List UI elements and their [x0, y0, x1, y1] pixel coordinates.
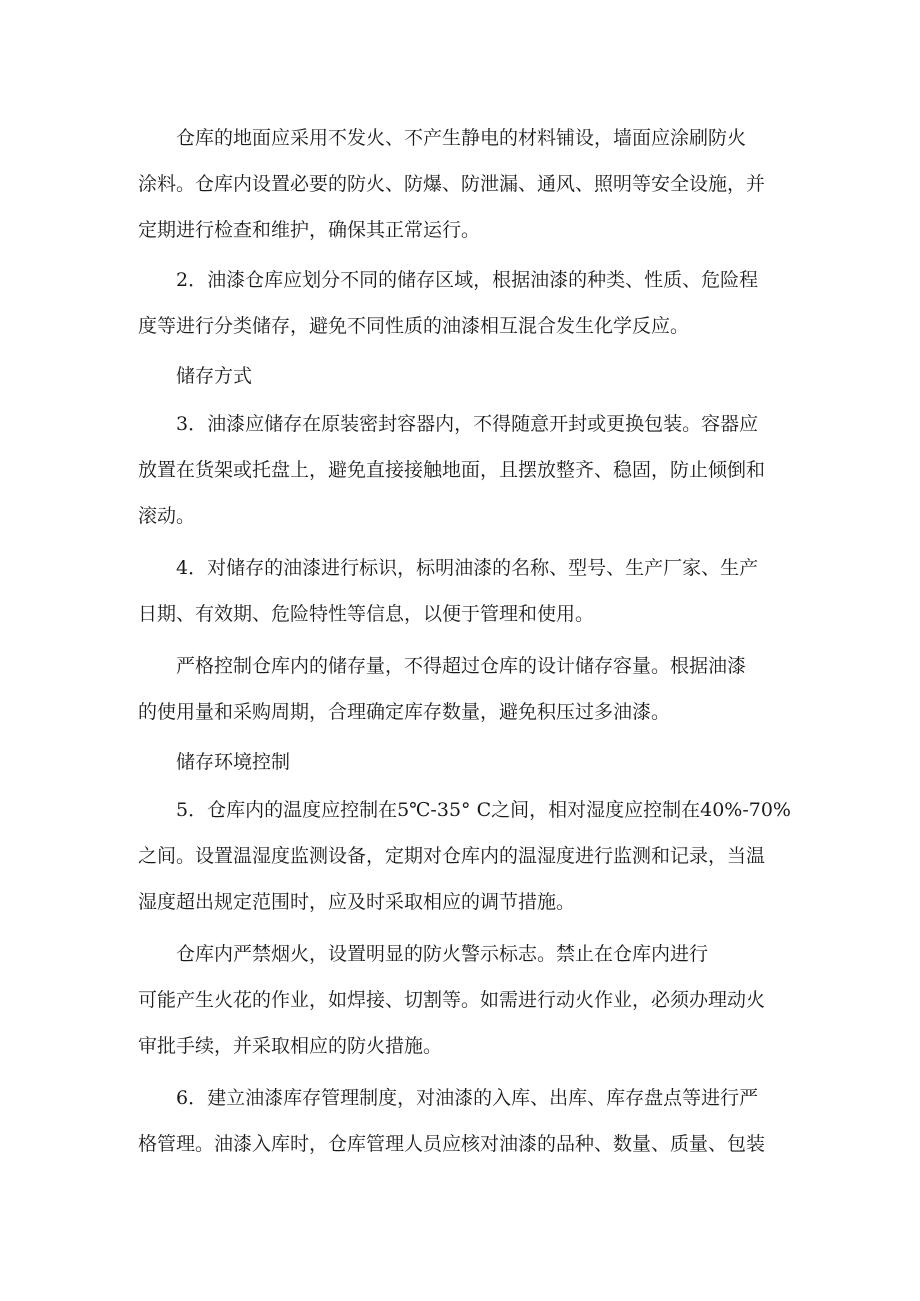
text-line: 严格控制仓库内的储存量，不得超过仓库的设计储存容量。根据油漆: [176, 655, 747, 677]
paragraph-inventory-management: [138, 1075, 798, 1167]
paragraph-fire-safety-floor: [138, 115, 798, 253]
paragraph-sealed-containers: [138, 401, 798, 539]
text-line: 定期进行检查和维护，确保其正常运行。: [138, 219, 481, 241]
paragraph-labeling: [138, 545, 798, 637]
text-line: 的使用量和采购周期，合理确定库存数量，避免积压过多油漆。: [138, 701, 671, 723]
text-line: 放置在货架或托盘上，避免直接接触地面，且摆放整齐、稳固，防止倾倒和: [138, 459, 766, 481]
paragraph-storage-zones: [138, 257, 798, 349]
text-line: 3．油漆应储存在原装密封容器内，不得随意开封或更换包装。容器应: [176, 413, 759, 435]
text-line: 度等进行分类储存，避免不同性质的油漆相互混合发生化学反应。: [138, 315, 690, 337]
section-heading-storage-method: 储存方式: [176, 365, 253, 387]
text-line: 湿度超出规定范围时，应及时采取相应的调节措施。: [138, 891, 576, 913]
paragraph-storage-capacity: [138, 643, 798, 735]
text-line: 滚动。: [138, 505, 196, 527]
text-line: 审批手续，并采取相应的防火措施。: [138, 1035, 443, 1057]
text-line: 仓库内严禁烟火，设置明显的防火警示标志。禁止在仓库内进行: [176, 943, 709, 965]
text-line: 之间。设置温湿度监测设备，定期对仓库内的温湿度进行监测和记录，当温: [138, 845, 766, 867]
text-line: 日期、有效期、危险特性等信息，以便于管理和使用。: [138, 603, 595, 625]
text-line: 2．油漆仓库应划分不同的储存区域，根据油漆的种类、性质、危险程: [176, 269, 759, 291]
text-line: 仓库的地面应采用不发火、不产生静电的材料铺设，墙面应涂刷防火: [176, 127, 747, 149]
text-line: 5．仓库内的温度应控制在5℃-35° C之间，相对湿度应控制在40%-70%: [176, 799, 791, 821]
text-line: 格管理。油漆入库时，仓库管理人员应核对油漆的品种、数量、质量、包装: [138, 1133, 766, 1155]
text-line: 4．对储存的油漆进行标识，标明油漆的名称、型号、生产厂家、生产: [176, 557, 759, 579]
text-line: 涂料。仓库内设置必要的防火、防爆、防泄漏、通风、照明等安全设施，并: [138, 173, 766, 195]
paragraph-no-fire: [138, 931, 798, 1069]
section-heading-environment-control: 储存环境控制: [176, 751, 291, 773]
paragraph-temperature-humidity: [138, 787, 798, 925]
text-line: 6．建立油漆库存管理制度，对油漆的入库、出库、库存盘点等进行严: [176, 1087, 759, 1109]
text-line: 可能产生火花的作业，如焊接、切割等。如需进行动火作业，必须办理动火: [138, 989, 766, 1011]
